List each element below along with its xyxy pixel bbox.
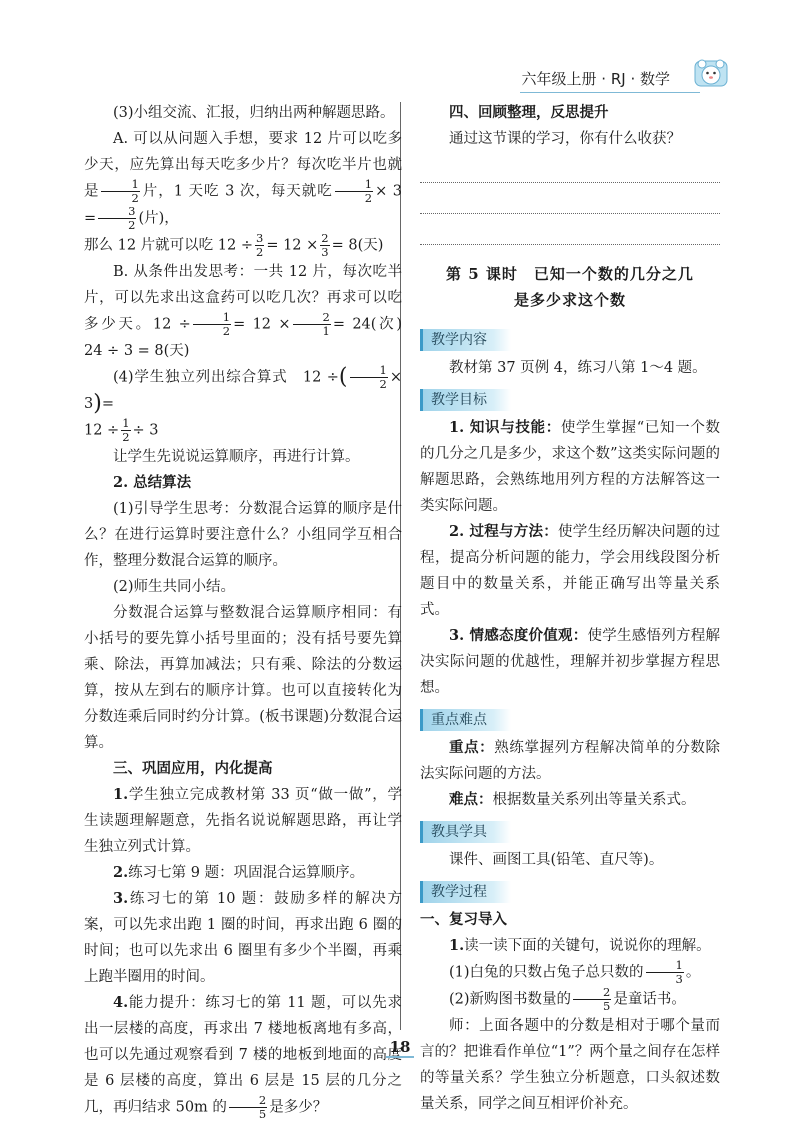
lesson-title: 第 5 课时 已知一个数的几分之几 是多少求这个数 [446, 265, 694, 309]
paragraph-formula-cont: 12 ÷ $\frac{1}{2}$ ÷ 3 [84, 416, 159, 444]
paragraph: (2)师生共同小结。 [113, 579, 236, 595]
left-column [84, 100, 417, 1121]
fraction: $\frac{3}{2}$ [98, 205, 136, 232]
section-heading: 三、巩固应用，内化提高 [113, 760, 273, 777]
paragraph: 1.学生独立完成教材第 33 页“做一做”，学生读题理解题意，先指名说说解题思路，再让学生独立列式计算。 [84, 786, 402, 855]
section-tag: 教具学具 [420, 821, 511, 843]
paragraph: 让学生先说说运算顺序，再进行计算。 [113, 449, 360, 465]
section-tag: 教学目标 [420, 389, 511, 411]
right-column [420, 100, 720, 1117]
fraction: $\frac{2}{5}$ [229, 1094, 267, 1121]
paragraph: 2. 过程与方法：使学生经历解决问题的过程，提高分析问题的能力，学会用线段图分析题目中的数量关系，并能正确写出等量关系式。 [420, 523, 721, 618]
paragraph-method-a-cont: 那么 12 片就可以吃 12 ÷ $\frac{3}{2}$ = 12 × $\frac{2}{3}$ = 8(天) [84, 231, 384, 259]
page-header [520, 64, 730, 90]
paragraph-formula: (4)学生独立列出综合算式 12 ÷( $\frac{1}{2}$ × 3)= [84, 363, 402, 416]
paragraph: 3.练习七的第 10 题：鼓励多样的解决方案，可以先求出跑 1 圈的时间，再求出跑 6 圈的时间；也可以先求出 6 圈里有多少个半圈，再乘上跑半圈用的时间。 [84, 890, 402, 985]
fraction: $\frac{1}{2}$ [193, 311, 231, 338]
fraction: $\frac{2}{5}$ [573, 986, 611, 1013]
paragraph: 重点：熟练掌握列方程解决简单的分数除法实际问题的方法。 [420, 739, 720, 782]
fraction: $\frac{1}{2}$ [350, 364, 388, 391]
fraction: $\frac{1}{2}$ [122, 416, 130, 444]
answer-line [420, 214, 720, 245]
fraction: $\frac{1}{3}$ [646, 959, 684, 986]
paragraph: 师：上面各题中的分数是相对于哪个量而言的？把谁看作单位“1”？两个量之间存在怎样的等量关系？学生独立分析题意，口头叙述数量关系，同学之间互相评价补充。 [420, 1018, 720, 1112]
paragraph: (1)白兔的只数占兔子总只数的 $\frac{1}{3}$ 。 [449, 958, 701, 986]
paragraph: 4.能力提升：练习七的第 11 题，可以先求出一层楼的高度，再求出 7 楼地板离地有多高，也可以先通过观察看到 7 楼的地板到地面的高度是 6 层楼的高度，算出 6 层是 15 层的几分之几，再归结求 50m 的 $\frac{2}{5}$ 是多少？ [84, 994, 402, 1121]
fraction: $\frac{1}{2}$ [101, 178, 139, 205]
paragraph: 分数混合运算与整数混合运算顺序相同：有小括号的要先算小括号里面的；没有括号要先算乘、除法，再算加减法；只有乘、除法的分数运算，按从左到右的顺序计算。也可以直接转化为分数连乘后同时约分计算。(板书课题)分数混合运算。 [84, 605, 402, 751]
fraction: $\frac{3}{2}$ [256, 231, 264, 259]
section-tag: 教学内容 [420, 329, 511, 351]
answer-line [420, 183, 720, 214]
fraction: $\frac{2}{1}$ [293, 311, 331, 338]
paragraph-method-b: B. 从条件出发思考：一共 12 片，每次吃半片，可以先求出这盒药可以吃几次？再求可以吃多少天。12 ÷ $\frac{1}{2}$ = 12 × $\frac{2}{1}$ = 24(次) 24 ÷ 3 = 8(天) [84, 264, 417, 359]
bear-mascot-icon [694, 58, 728, 88]
section-tag: 教学过程 [420, 881, 511, 903]
paragraph: (1)引导学生思考：分数混合运算的顺序是什么？在进行运算时要注意什么？小组同学互相合作，整理分数混合运算的顺序。 [84, 501, 402, 569]
answer-line [420, 152, 720, 183]
fraction: $\frac{1}{2}$ [335, 178, 373, 205]
paragraph: 3. 情感态度价值观：使学生感悟列方程解决实际问题的优越性，理解并初步掌握方程思想。 [420, 627, 720, 696]
paragraph: 1.读一读下面的关键句，说说你的理解。 [449, 937, 711, 954]
paragraph: 1. 知识与技能：使学生掌握“已知一个数的几分之几是多少，求这个数”这类实际问题的解题思路，会熟练地用列方程的方法解答这一类实际问题。 [420, 419, 720, 514]
section-tag: 重点难点 [420, 709, 511, 731]
section-heading: 一、复习导入 [420, 911, 507, 928]
paragraph: (3)小组交流、汇报，归纳出两种解题思路。 [113, 105, 395, 121]
section-heading: 2. 总结算法 [113, 474, 192, 491]
fraction: $\frac{2}{3}$ [321, 231, 329, 259]
book-title: 六年级上册 · RJ · 数学 [521, 70, 670, 88]
paragraph: (2)新购图书数量的 $\frac{2}{5}$ 是童话书。 [449, 985, 686, 1013]
paragraph: 2.练习七第 9 题：巩固混合运算顺序。 [113, 864, 365, 881]
paragraph-method-a: A. 可以从问题入手想，要求 12 片可以吃多少天，应先算出每天吃多少片？每次吃半片也就是 $\frac{1}{2}$ 片，1 天吃 3 次，每天就吃 $\frac{1}{2}$ × 3 = $\frac{3}{2}$ (片)， [84, 131, 403, 232]
section-heading: 四、回顾整理，反思提升 [449, 104, 609, 121]
paragraph: 课件、画图工具(铅笔、直尺等)。 [449, 852, 664, 868]
paragraph: 通过这节课的学习，你有什么收获？ [449, 131, 681, 147]
header-rule [520, 92, 700, 93]
page-number: 18 [0, 1038, 800, 1056]
paragraph: 难点：根据数量关系列出等量关系式。 [449, 791, 696, 808]
paragraph: 教材第 37 页例 4，练习八第 1～4 题。 [449, 360, 707, 376]
